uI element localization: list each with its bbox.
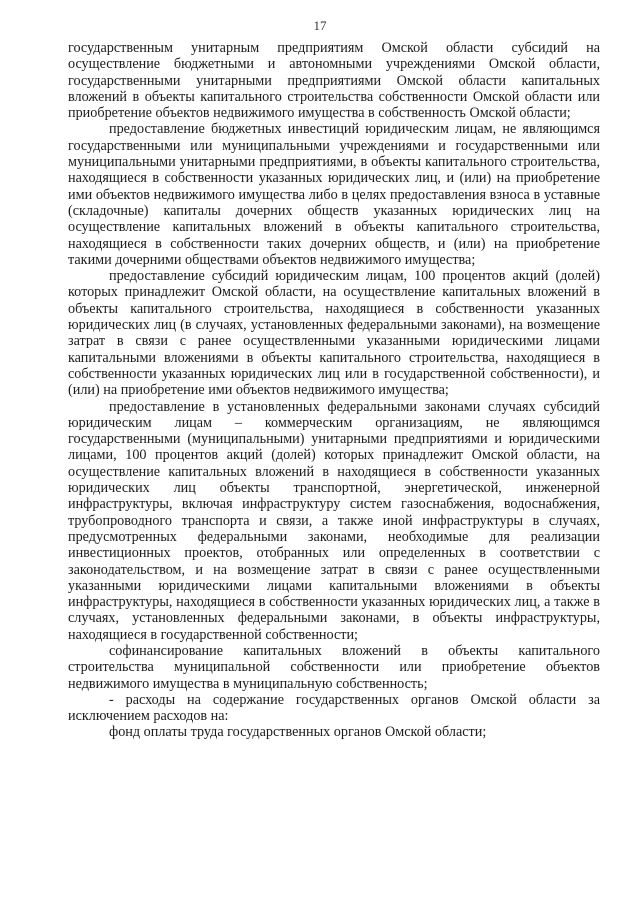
paragraph: предоставление в установленных федеральными законами случаях субсидий юридическим лицам – коммерческим организациям, не являющимся государственными (муниципальными) унитарными предприятиями и юридическими лицами, 100 процентов акций (долей) которых принадлежит Омской области, на осуществление капитальных вложений в находящиеся в собственности указанных юридических лиц объекты транспортной, энергетической, инженерной инфраструктуры, включая инфраструктуру систем газоснабжения, водоснабжения, трубопроводного транспорта и связи, а также иной инфраструктуры в случаях, предусмотренных федеральными законами, необходимые для реализации инвестиционных проектов, отобранных или определенных в соответствии с законодательством, и на возмещение затрат в связи с ранее осуществленными указанными юридическими лицами капитальными вложениями в объекты инфраструктуры, находящиеся в собственности указанных юридических лиц, а также в случаях, установленных федеральными законами, в объекты инфраструктуры, находящиеся в государственной собственности; [68, 398, 600, 643]
paragraph: государственным унитарным предприятиям Омской области субсидий на осуществление бюджетными и автономными учреждениями Омской области, государственными унитарными предприятиями Омской области капитальных вложений в объекты капитального строительства собственности Омской области или приобретение объектов недвижимого имущества в собственность Омской области; [68, 40, 600, 122]
paragraph: софинансирование капитальных вложений в объекты капитального строительства муниципальной собственности или приобретение объектов недвижимого имущества в муниципальную собственность; [68, 642, 600, 692]
paragraph: предоставление субсидий юридическим лицам, 100 процентов акций (долей) которых принадлежит Омской области, на осуществление капитальных вложений в объекты капитального строительства, находящиеся в собственности указанных юридических лиц (в случаях, установленных федеральными законами), на возмещение затрат в связи с ранее осуществленными указанными юридическими лицами капитальными вложениями в объекты капитального строительства, находящиеся в собственности указанных юридических лиц или в государственной собственности), и (или) на приобретение ими объектов недвижимого имущества; [68, 268, 600, 399]
paragraph: предоставление бюджетных инвестиций юридическим лицам, не являющимся государственными или муниципальными учреждениями и государственными или муниципальными унитарными предприятиями, в объекты капитального строительства, находящиеся в собственности указанных юридических лиц, и (или) на приобретение ими объектов недвижимого имущества либо в целях предоставления взноса в уставные (складочные) капиталы дочерних обществ указанных юридических лиц на осуществление капитальных вложений в объекты капитального строительства, находящиеся в собственности таких дочерних обществ, и (или) на приобретение такими дочерними обществами объектов недвижимого имущества; [68, 121, 600, 268]
paragraph: - расходы на содержание государственных органов Омской области за исключением расходов на: [68, 691, 600, 725]
document-body [68, 40, 600, 741]
paragraph: фонд оплаты труда государственных органов Омской области; [109, 724, 487, 741]
page-number: 17 [313, 18, 327, 33]
